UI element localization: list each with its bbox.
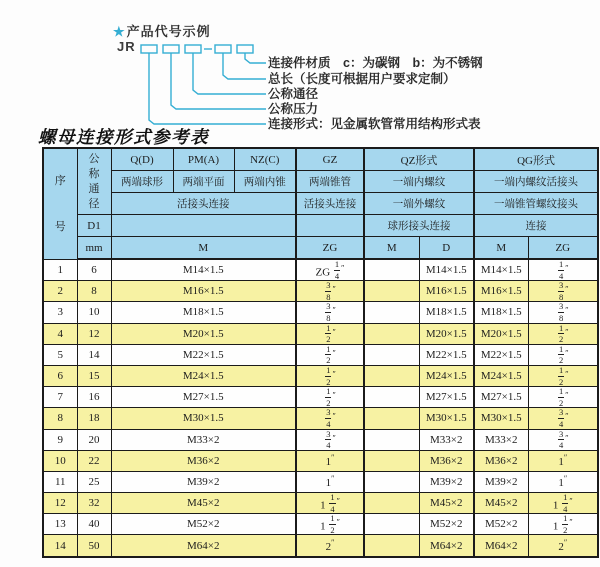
cell-qz-d: M30×1.5: [419, 408, 474, 429]
label-length: 总长（长度可根据用户要求定制）: [268, 72, 456, 86]
cell-seq: 1: [43, 259, 77, 281]
table-row: [43, 471, 598, 492]
cell-qz-m: [364, 471, 419, 492]
cell-qz-m: [364, 365, 419, 386]
leader-line-diameter: [193, 53, 266, 94]
cell-m: M27×1.5: [111, 387, 296, 408]
cell-dn: 15: [77, 365, 111, 386]
table-row: [43, 281, 598, 302]
header-qz-sub-m: M: [364, 237, 419, 260]
table-row: [43, 365, 598, 386]
cell-zg: $\frac{1}{2}$ ″: [296, 365, 364, 386]
cell-seq: 11: [43, 471, 77, 492]
header-col-gz: GZ: [296, 148, 364, 171]
cell-m: M22×1.5: [111, 344, 296, 365]
cell-dn: 18: [77, 408, 111, 429]
header-pm-desc: 两端平面: [173, 171, 234, 193]
cell-qz-m: [364, 535, 419, 557]
header-col-qg: QG形式: [474, 148, 598, 171]
cell-zg: $\frac{1}{2}$ ″: [296, 387, 364, 408]
cell-m: M52×2: [111, 514, 296, 535]
product-code-heading: [113, 21, 211, 40]
cell-qz-d: M20×1.5: [419, 323, 474, 344]
star-icon: ★: [113, 24, 126, 39]
cell-qg-m: M16×1.5: [474, 281, 528, 302]
cell-qz-m: [364, 450, 419, 471]
cell-qz-m: [364, 323, 419, 344]
cell-qg-m: M18×1.5: [474, 302, 528, 323]
cell-seq: 12: [43, 493, 77, 514]
cell-qz-d: M27×1.5: [419, 387, 474, 408]
table-row: [43, 302, 598, 323]
cell-qz-m: [364, 493, 419, 514]
cell-qz-d: M33×2: [419, 429, 474, 450]
cell-qz-m: [364, 429, 419, 450]
cell-qg-zg: 1″: [528, 450, 598, 471]
header-mm: mm: [77, 237, 111, 260]
cell-qz-d: M14×1.5: [419, 259, 474, 281]
cell-qz-d: M64×2: [419, 535, 474, 557]
cell-dn: 10: [77, 302, 111, 323]
cell-dn: 12: [77, 323, 111, 344]
label-diameter: 公称通径: [268, 87, 319, 101]
leader-line-length: [223, 53, 266, 79]
cell-seq: 2: [43, 281, 77, 302]
cell-qg-m: M52×2: [474, 514, 528, 535]
cell-zg: $\frac{3}{8}$ ″: [296, 302, 364, 323]
header-gz-conn: 活接头连接: [296, 193, 364, 215]
cell-qz-d: M22×1.5: [419, 344, 474, 365]
cell-dn: 50: [77, 535, 111, 557]
cell-qg-zg: 1 $\frac{1}{2}$ ″: [528, 514, 598, 535]
header-qg-desc1: 一端内螺纹活接头: [474, 171, 598, 193]
table-body: [43, 259, 598, 557]
code-box-3: [185, 45, 201, 53]
table-row: [43, 259, 598, 281]
cell-dn: 32: [77, 493, 111, 514]
cell-m: M45×2: [111, 493, 296, 514]
cell-qg-zg: $\frac{3}{8}$ ″: [528, 281, 598, 302]
cell-m: M39×2: [111, 471, 296, 492]
cell-zg: $\frac{3}{4}$ ″: [296, 429, 364, 450]
table-row: [43, 535, 598, 557]
header-q-desc: 两端球形: [111, 171, 173, 193]
cell-zg: 1 $\frac{1}{4}$ ″: [296, 493, 364, 514]
header-qg-sub-zg: ZG: [528, 237, 598, 260]
header-unit-zg: ZG: [296, 237, 364, 260]
cell-qz-d: M52×2: [419, 514, 474, 535]
cell-m: M64×2: [111, 535, 296, 557]
label-connection: 连接形式：见金属软管常用结构形式表: [268, 117, 481, 131]
code-box-4: [215, 45, 231, 53]
cell-dn: 14: [77, 344, 111, 365]
code-box-2: [163, 45, 179, 53]
leader-line-material: [245, 53, 266, 63]
cell-seq: 4: [43, 323, 77, 344]
leader-line-pressure: [171, 53, 266, 109]
cell-qz-m: [364, 387, 419, 408]
cell-qz-d: M45×2: [419, 493, 474, 514]
header-qg-conn: 连接: [474, 215, 598, 237]
cell-m: M30×1.5: [111, 408, 296, 429]
cell-dn: 6: [77, 259, 111, 281]
cell-qg-zg: $\frac{1}{2}$ ″: [528, 387, 598, 408]
cell-qg-m: M14×1.5: [474, 259, 528, 281]
cell-qg-zg: $\frac{3}{4}$ ″: [528, 429, 598, 450]
cell-zg: $\frac{1}{2}$ ″: [296, 344, 364, 365]
header-gz-desc: 两端锥管: [296, 171, 364, 193]
cell-qz-d: M36×2: [419, 450, 474, 471]
cell-seq: 6: [43, 365, 77, 386]
cell-seq: 14: [43, 535, 77, 557]
table-row: [43, 344, 598, 365]
cell-qg-m: M64×2: [474, 535, 528, 557]
nut-connection-table: [42, 147, 599, 558]
label-material: 连接件材质 c：为碳钢 b：为不锈钢: [268, 56, 483, 70]
header-union-conn: 活接头连接: [111, 193, 296, 215]
table-row: [43, 429, 598, 450]
cell-zg: ZG $\frac{1}{4}$ ″: [296, 259, 364, 281]
header-qz-sub-d: D: [419, 237, 474, 260]
cell-qg-m: M22×1.5: [474, 344, 528, 365]
table-row: [43, 323, 598, 344]
cell-zg: 2″: [296, 535, 364, 557]
cell-dn: 16: [77, 387, 111, 408]
table-row: [43, 450, 598, 471]
leader-line-connection: [149, 53, 266, 124]
cell-qz-m: [364, 344, 419, 365]
cell-qz-m: [364, 408, 419, 429]
header-col-qz: QZ形式: [364, 148, 474, 171]
cell-m: M36×2: [111, 450, 296, 471]
cell-dn: 40: [77, 514, 111, 535]
label-pressure: 公称压力: [268, 102, 319, 116]
header-qg-desc2: 一端锥管螺纹接头: [474, 193, 598, 215]
cell-qg-m: M36×2: [474, 450, 528, 471]
cell-qg-zg: $\frac{1}{4}$ ″: [528, 259, 598, 281]
cell-seq: 5: [43, 344, 77, 365]
table-row: [43, 408, 598, 429]
cell-qz-d: M39×2: [419, 471, 474, 492]
cell-qg-m: M33×2: [474, 429, 528, 450]
header-unit-m: M: [111, 237, 296, 260]
cell-qz-m: [364, 259, 419, 281]
cell-qg-zg: 2″: [528, 535, 598, 557]
header-qg-sub-m: M: [474, 237, 528, 260]
cell-zg: 1 $\frac{1}{2}$ ″: [296, 514, 364, 535]
header-qz-conn: 球形接头连接: [364, 215, 474, 237]
cell-seq: 10: [43, 450, 77, 471]
header-blank-union: [111, 215, 296, 237]
cell-m: M24×1.5: [111, 365, 296, 386]
cell-seq: 8: [43, 408, 77, 429]
cell-m: M18×1.5: [111, 302, 296, 323]
table-row: [43, 514, 598, 535]
cell-seq: 9: [43, 429, 77, 450]
cell-qg-m: M20×1.5: [474, 323, 528, 344]
cell-qz-m: [364, 281, 419, 302]
product-code-prefix: JR: [117, 39, 136, 54]
cell-qz-d: M24×1.5: [419, 365, 474, 386]
cell-qg-zg: $\frac{1}{2}$ ″: [528, 323, 598, 344]
header-seq: 序 号: [43, 148, 77, 259]
header-blank-gz: [296, 215, 364, 237]
cell-m: M14×1.5: [111, 259, 296, 281]
header-col-q: Q(D): [111, 148, 173, 171]
code-box-5: [237, 45, 253, 53]
header-qz-desc1: 一端内螺纹: [364, 171, 474, 193]
cell-dn: 20: [77, 429, 111, 450]
cell-dn: 8: [77, 281, 111, 302]
cell-seq: 13: [43, 514, 77, 535]
cell-m: M20×1.5: [111, 323, 296, 344]
header-nz-desc: 两端内锥: [234, 171, 296, 193]
header-col-nz: NZ(C): [234, 148, 296, 171]
cell-m: M33×2: [111, 429, 296, 450]
cell-zg: $\frac{1}{2}$ ″: [296, 323, 364, 344]
table-title: 螺母连接形式参考表: [38, 127, 209, 147]
cell-qz-d: M16×1.5: [419, 281, 474, 302]
cell-dn: 25: [77, 471, 111, 492]
cell-qg-m: M39×2: [474, 471, 528, 492]
cell-qg-zg: 1 $\frac{1}{4}$ ″: [528, 493, 598, 514]
cell-qg-m: M45×2: [474, 493, 528, 514]
cell-qg-m: M30×1.5: [474, 408, 528, 429]
cell-zg: 1″: [296, 450, 364, 471]
header-qz-desc2: 一端外螺纹: [364, 193, 474, 215]
cell-seq: 3: [43, 302, 77, 323]
cell-qg-m: M27×1.5: [474, 387, 528, 408]
cell-qz-m: [364, 302, 419, 323]
code-box-1: [141, 45, 157, 53]
table-row: [43, 493, 598, 514]
header-d1: D1: [77, 215, 111, 237]
product-code-heading-text: 产品代号示例: [126, 24, 211, 39]
cell-seq: 7: [43, 387, 77, 408]
cell-qg-zg: $\frac{1}{2}$ ″: [528, 344, 598, 365]
cell-zg: $\frac{3}{4}$ ″: [296, 408, 364, 429]
cell-zg: 1″: [296, 471, 364, 492]
cell-zg: $\frac{3}{8}$ ″: [296, 281, 364, 302]
header-dn: 公 称 通 径: [77, 148, 111, 215]
cell-m: M16×1.5: [111, 281, 296, 302]
cell-qg-zg: $\frac{3}{4}$ ″: [528, 408, 598, 429]
cell-qg-zg: $\frac{1}{2}$ ″: [528, 365, 598, 386]
cell-dn: 22: [77, 450, 111, 471]
cell-qg-zg: 1″: [528, 471, 598, 492]
cell-qg-zg: $\frac{3}{8}$ ″: [528, 302, 598, 323]
cell-qz-m: [364, 514, 419, 535]
table-row: [43, 387, 598, 408]
cell-qz-d: M18×1.5: [419, 302, 474, 323]
cell-qg-m: M24×1.5: [474, 365, 528, 386]
header-col-pm: PM(A): [173, 148, 234, 171]
